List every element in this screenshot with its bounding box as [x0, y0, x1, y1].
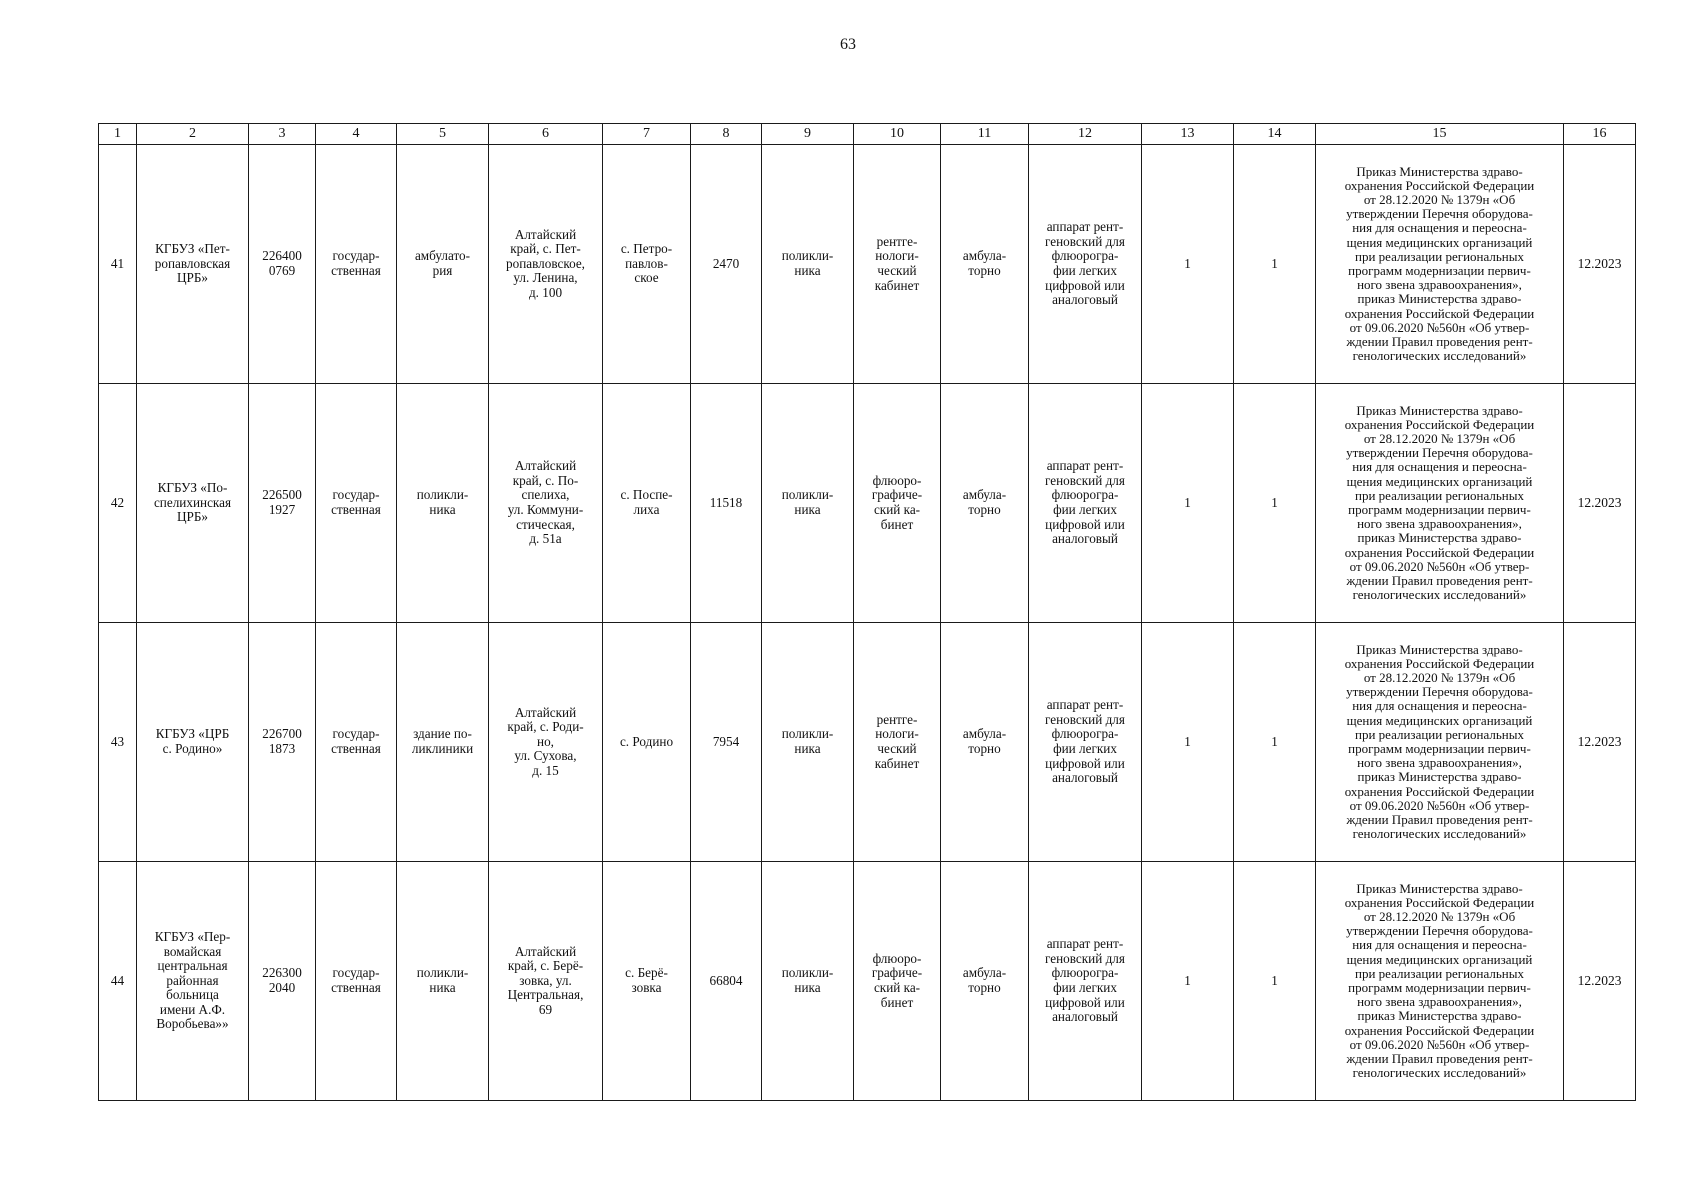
locality-cell: с. Петро- павлов- ское — [603, 145, 691, 384]
population-cell: 7954 — [691, 623, 762, 862]
column-header: 15 — [1316, 124, 1564, 145]
room-cell: рентге- нологи- ческий кабинет — [854, 623, 941, 862]
page-number: 63 — [840, 36, 856, 53]
room-cell: рентге- нологи- ческий кабинет — [854, 145, 941, 384]
column-header: 9 — [762, 124, 854, 145]
column-header: 12 — [1029, 124, 1142, 145]
quantity-cell: 1 — [1234, 384, 1316, 623]
mode-cell: амбула- торно — [941, 862, 1029, 1101]
legal-basis-cell: Приказ Министерства здраво- охранения Российской Федерации от 28.12.2020 № 1379н «Об утверждении Перечня оборудова- ния для оснащения и переосна- щения медицинских организаций при реализации региональных программ модернизации первич- ного звена здравоохранения», приказ Министерства здраво- охранения Российской Федерации от 09.06.2020 №560н «Об утвер- ждении Правил проведения рент- генологических исследований» — [1316, 623, 1564, 862]
building-cell: здание по- ликлиники — [397, 623, 489, 862]
locality-cell: с. Родино — [603, 623, 691, 862]
column-header: 7 — [603, 124, 691, 145]
organization-cell: КГБУЗ «ЦРБ с. Родино» — [137, 623, 249, 862]
column-header: 2 — [137, 124, 249, 145]
unit-cell: поликли- ника — [762, 623, 854, 862]
address-cell: Алтайский край, с. По- спелиха, ул. Коммуни- стическая, д. 51а — [489, 384, 603, 623]
unit-cell: поликли- ника — [762, 862, 854, 1101]
address-cell: Алтайский край, с. Роди- но, ул. Сухова, д. 15 — [489, 623, 603, 862]
room-cell: флюоро- графиче- ский ка- бинет — [854, 862, 941, 1101]
row-number-cell: 41 — [99, 145, 137, 384]
legal-basis-cell: Приказ Министерства здраво- охранения Российской Федерации от 28.12.2020 № 1379н «Об утверждении Перечня оборудова- ния для оснащения и переосна- щения медицинских организаций при реализации региональных программ модернизации первич- ного звена здравоохранения», приказ Министерства здраво- охранения Российской Федерации от 09.06.2020 №560н «Об утвер- ждении Правил проведения рент- генологических исследований» — [1316, 145, 1564, 384]
table-row — [99, 384, 1636, 623]
quantity-cell: 1 — [1142, 384, 1234, 623]
code-cell: 226400 0769 — [249, 145, 316, 384]
deadline-cell: 12.2023 — [1564, 623, 1636, 862]
population-cell: 11518 — [691, 384, 762, 623]
unit-cell: поликли- ника — [762, 384, 854, 623]
deadline-cell: 12.2023 — [1564, 862, 1636, 1101]
column-header: 10 — [854, 124, 941, 145]
population-cell: 2470 — [691, 145, 762, 384]
table-row — [99, 862, 1636, 1101]
equipment-cell: аппарат рент- геновский для флюорогра- фии легких цифровой или аналоговый — [1029, 623, 1142, 862]
legal-basis-cell: Приказ Министерства здраво- охранения Российской Федерации от 28.12.2020 № 1379н «Об утверждении Перечня оборудова- ния для оснащения и переосна- щения медицинских организаций при реализации региональных программ модернизации первич- ного звена здравоохранения», приказ Министерства здраво- охранения Российской Федерации от 09.06.2020 №560н «Об утвер- ждении Правил проведения рент- генологических исследований» — [1316, 384, 1564, 623]
deadline-cell: 12.2023 — [1564, 384, 1636, 623]
mode-cell: амбула- торно — [941, 384, 1029, 623]
row-number-cell: 43 — [99, 623, 137, 862]
ownership-cell: государ- ственная — [316, 384, 397, 623]
equipment-table — [98, 123, 1636, 1101]
building-cell: поликли- ника — [397, 862, 489, 1101]
table-row — [99, 145, 1636, 384]
column-header: 6 — [489, 124, 603, 145]
unit-cell: поликли- ника — [762, 145, 854, 384]
column-header: 3 — [249, 124, 316, 145]
column-header: 1 — [99, 124, 137, 145]
organization-cell: КГБУЗ «Пет- ропавловская ЦРБ» — [137, 145, 249, 384]
quantity-cell: 1 — [1142, 623, 1234, 862]
code-cell: 226500 1927 — [249, 384, 316, 623]
locality-cell: с. Поспе- лиха — [603, 384, 691, 623]
column-header: 5 — [397, 124, 489, 145]
column-header: 16 — [1564, 124, 1636, 145]
code-cell: 226300 2040 — [249, 862, 316, 1101]
column-header: 11 — [941, 124, 1029, 145]
code-cell: 226700 1873 — [249, 623, 316, 862]
building-cell: поликли- ника — [397, 384, 489, 623]
address-cell: Алтайский край, с. Пет- ропавловское, ул. Ленина, д. 100 — [489, 145, 603, 384]
equipment-cell: аппарат рент- геновский для флюорогра- фии легких цифровой или аналоговый — [1029, 862, 1142, 1101]
column-number-row — [99, 124, 1636, 145]
mode-cell: амбула- торно — [941, 145, 1029, 384]
quantity-cell: 1 — [1142, 145, 1234, 384]
organization-cell: КГБУЗ «Пер- вомайская центральная районная больница имени А.Ф. Воробьева»» — [137, 862, 249, 1101]
table-body — [99, 145, 1636, 1101]
organization-cell: КГБУЗ «По- спелихинская ЦРБ» — [137, 384, 249, 623]
equipment-cell: аппарат рент- геновский для флюорогра- фии легких цифровой или аналоговый — [1029, 145, 1142, 384]
quantity-cell: 1 — [1142, 862, 1234, 1101]
row-number-cell: 44 — [99, 862, 137, 1101]
column-header: 4 — [316, 124, 397, 145]
room-cell: флюоро- графиче- ский ка- бинет — [854, 384, 941, 623]
address-cell: Алтайский край, с. Берё- зовка, ул. Центральная, 69 — [489, 862, 603, 1101]
mode-cell: амбула- торно — [941, 623, 1029, 862]
table-row — [99, 623, 1636, 862]
column-header: 8 — [691, 124, 762, 145]
ownership-cell: государ- ственная — [316, 623, 397, 862]
column-header: 13 — [1142, 124, 1234, 145]
quantity-cell: 1 — [1234, 862, 1316, 1101]
population-cell: 66804 — [691, 862, 762, 1101]
quantity-cell: 1 — [1234, 623, 1316, 862]
column-header: 14 — [1234, 124, 1316, 145]
legal-basis-cell: Приказ Министерства здраво- охранения Российской Федерации от 28.12.2020 № 1379н «Об утверждении Перечня оборудова- ния для оснащения и переосна- щения медицинских организаций при реализации региональных программ модернизации первич- ного звена здравоохранения», приказ Министерства здраво- охранения Российской Федерации от 09.06.2020 №560н «Об утвер- ждении Правил проведения рент- генологических исследований» — [1316, 862, 1564, 1101]
quantity-cell: 1 — [1234, 145, 1316, 384]
ownership-cell: государ- ственная — [316, 145, 397, 384]
equipment-cell: аппарат рент- геновский для флюорогра- фии легких цифровой или аналоговый — [1029, 384, 1142, 623]
building-cell: амбулато- рия — [397, 145, 489, 384]
row-number-cell: 42 — [99, 384, 137, 623]
deadline-cell: 12.2023 — [1564, 145, 1636, 384]
ownership-cell: государ- ственная — [316, 862, 397, 1101]
locality-cell: с. Берё- зовка — [603, 862, 691, 1101]
